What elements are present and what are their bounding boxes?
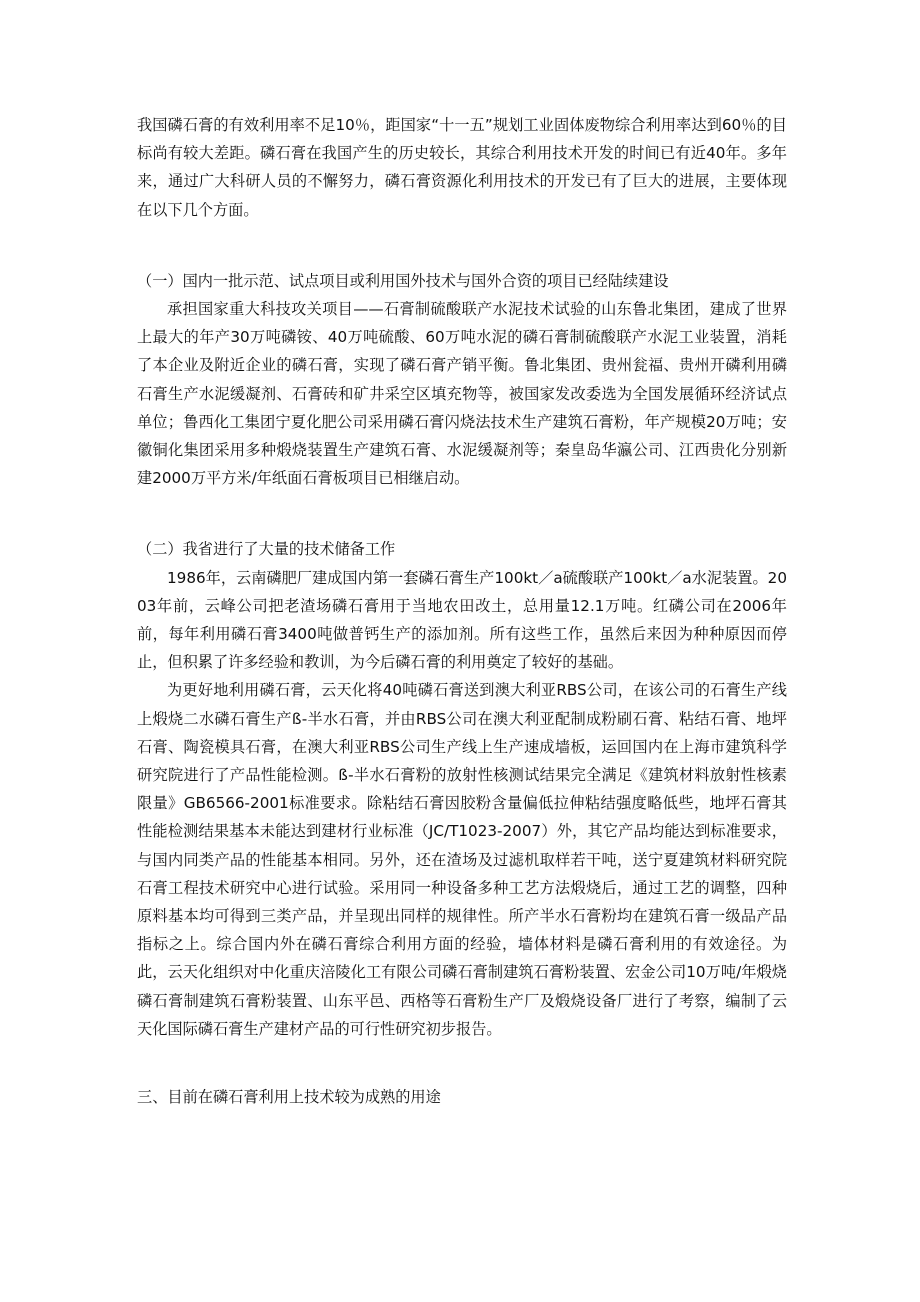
section-1-paragraph: 承担国家重大科技攻关项目——石膏制硫酸联产水泥技术试验的山东鲁北集团，建成了世界上最大的年产30万吨磷铵、40万吨硫酸、60万吨水泥的磷石膏制硫酸联产水泥工业装置，消耗了本企业及附近企业的磷石膏，实现了磷石膏产销平衡。鲁北集团、贵州瓮福、贵州开磷利用磷石膏生产水泥缓凝剂、石膏砖和矿井采空区填充物等，被国家发改委选为全国发展循环经济试点单位；鲁西化工集团宁夏化肥公司采用磷石膏闪烧法技术生产建筑石膏粉，年产规模20万吨；安徽铜化集团采用多种煅烧装置生产建筑石膏、水泥缓凝剂等；秦皇岛华瀛公司、江西贵化分别新建2000万平方米/年纸面石膏板项目已相继启动。 — [137, 300, 787, 488]
section-2-paragraph-2: 为更好地利用磷石膏，云天化将40吨磷石膏送到澳大利亚RBS公司，在该公司的石膏生产线上煅烧二水磷石膏生产ß-半水石膏，并由RBS公司在澳大利亚配制成粉刷石膏、粘结石膏、地坪石膏、陶瓷模具石膏，在澳大利亚RBS公司生产线上生产速成墙板，运回国内在上海市建筑科学研究院进行了产品性能检测。ß-半水石膏粉的放射性核测试结果完全满足《建筑材料放射性核素限量》GB6566-2001标准要求。除粘结石膏因胶粉含量偏低拉伸粘结强度略低些，地坪石膏其性能检测结果基本未能达到建材行业标准（JC/T1023-2007）外，其它产品均能达到标准要求，与国内同类产品的性能基本相同。另外，还在渣场及过滤机取样若干吨，送宁夏建筑材料研究院石膏工程技术研究中心进行试验。采用同一种设备多种工艺方法煅烧后，通过工艺的调整，四种原料基本均可得到三类产品，并呈现出同样的规律性。所产半水石膏粉均在建筑石膏一级品产品指标之上。综合国内外在磷石膏综合利用方面的经验，墙体材料是磷石膏利用的有效途径。为此，云天化组织对中化重庆涪陵化工有限公司磷石膏制建筑石膏粉装置、宏金公司10万吨/年煅烧磷石膏制建筑石膏粉装置、山东平邑、西格等石膏粉生产厂及煅烧设备厂进行了考察，编制了云天化国际磷石膏生产建材产品的可行性研究初步报告。 — [137, 681, 787, 1038]
section-3 — [137, 1083, 787, 1111]
section-1 — [137, 267, 787, 493]
section-2-paragraph-1: 1986年，云南磷肥厂建成国内第一套磷石膏生产100kt／a硫酸联产100kt／a水泥装置。2003年前，云峰公司把老渣场磷石膏用于当地农田改土，总用量12.1万吨。红磷公司在2006年前，每年利用磷石膏3400吨做普钙生产的添加剂。所有这些工作，虽然后来因为种种原因而停止，但积累了许多经验和教训，为今后磷石膏的利用奠定了较好的基础。 — [137, 568, 787, 672]
spacer — [137, 224, 787, 267]
spacer — [137, 1043, 787, 1083]
section-2 — [137, 535, 787, 1043]
section-1-heading: （一）国内一批示范、试点项目或利用国外技术与国外合资的项目已经陆续建设 — [137, 271, 669, 290]
intro-paragraph: 我国磷石膏的有效利用率不足10％，距国家“十一五”规划工业固体废物综合利用率达到60％的目标尚有较大差距。磷石膏在我国产生的历史较长，其综合利用技术开发的时间已有近40年。多年来，通过广大科研人员的不懈努力，磷石膏资源化利用技术的开发已有了巨大的进展，主要体现在以下几个方面。 — [137, 116, 787, 219]
section-3-heading: 三、目前在磷石膏利用上技术较为成熟的用途 — [137, 1088, 441, 1107]
section-2-heading: （二）我省进行了大量的技术储备工作 — [137, 540, 396, 559]
document-body — [137, 111, 787, 1111]
spacer — [137, 492, 787, 535]
